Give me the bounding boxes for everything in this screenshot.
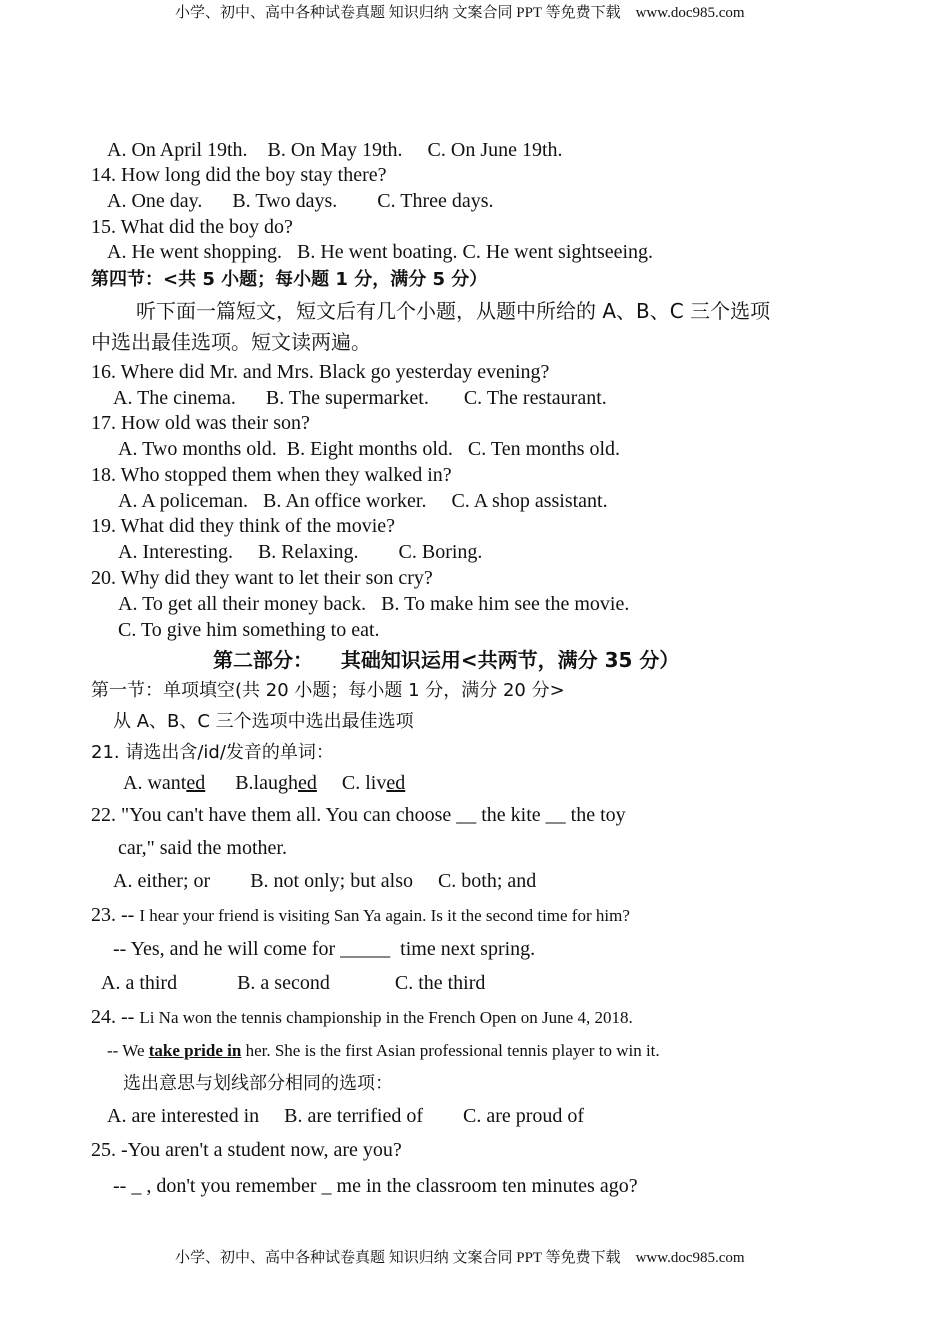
q24-answer-end: her. She is the first Asian professional tennis player to win it.: [241, 1041, 660, 1060]
q24-number: 24. --: [91, 1006, 140, 1028]
q21-option-c: C. liv: [316, 772, 387, 794]
q14-options: A. One day. B. Two days. C. Three days.: [107, 190, 494, 212]
q24-instruction: 选出意思与划线部分相同的选项：: [123, 1073, 393, 1094]
q22-question: 22. "You can't have them all. You can choose __ the kite __ the toy: [91, 804, 626, 826]
q17-options: A. Two months old. B. Eight months old. C. Ten months old.: [118, 438, 621, 460]
q24-answer: [107, 1039, 660, 1063]
q18-question: 18. Who stopped them when they walked in?: [91, 464, 452, 486]
q17-question: 17. How old was their son?: [91, 412, 310, 434]
q19-options: A. Interesting. B. Relaxing. C. Boring.: [118, 541, 483, 563]
section4-instruction: 听下面一篇短文，短文后有几个小题，从题中所给的 A、B、C 三个选项: [136, 299, 771, 323]
section4-title: 第四节：<共 5 小题；每小题 1 分，满分 5 分）: [91, 269, 488, 290]
q21-option-b: B.laugh: [205, 772, 298, 794]
q24-underlined-phrase: take pride in: [148, 1041, 242, 1060]
q20-options: A. To get all their money back. B. To make him see the movie.: [118, 593, 630, 615]
q25-question: 25. -You aren't a student now, are you?: [91, 1139, 402, 1161]
q19-question: 19. What did they think of the movie?: [91, 515, 396, 537]
q21-option-a: A. want: [123, 772, 187, 794]
part2-title: 第二部分： 其础知识运用<共两节，满分 35 分）: [213, 648, 680, 672]
q21-option-b-underline: ed: [298, 772, 317, 794]
q22-options: A. either; or B. not only; but also C. both; and: [113, 870, 537, 892]
q23-answer: -- Yes, and he will come for _____ time next spring.: [113, 938, 536, 960]
q21-option-c-underline: ed: [386, 772, 406, 794]
q21-question: 21. 请选出含/id/发音的单词：: [91, 742, 334, 763]
part2-instruction: 从 A、B、C 三个选项中选出最佳选项: [113, 711, 414, 732]
q21-option-a-underline: ed: [186, 772, 206, 794]
part2-section1-title: 第一节：单项填空(共 20 小题；每小题 1 分，满分 20 分>: [91, 680, 565, 701]
q15-options: A. He went shopping. B. He went boating. C. He went sightseeing.: [107, 241, 654, 263]
q24-question: [91, 1005, 633, 1029]
q20-options-cont: C. To give him something to eat.: [118, 619, 380, 641]
q25-answer: -- _ , don't you remember _ me in the classroom ten minutes ago?: [113, 1175, 638, 1197]
q16-options: A. The cinema. B. The supermarket. C. The restaurant.: [113, 387, 607, 409]
section4-instruction-cont: 中选出最佳选项。短文读两遍。: [91, 330, 371, 354]
q21-options: [123, 771, 405, 795]
q23-options: A. a third B. a second C. the third: [101, 972, 486, 994]
q15-question: 15. What did the boy do?: [91, 216, 293, 238]
q16-question: 16. Where did Mr. and Mrs. Black go yesterday evening?: [91, 361, 550, 383]
q24-options: A. are interested in B. are terrified of C. are proud of: [107, 1105, 585, 1127]
q24-answer-start: -- We: [107, 1041, 149, 1060]
q20-question: 20. Why did they want to let their son cry?: [91, 567, 433, 589]
q23-question: [91, 903, 630, 927]
q24-text: Li Na won the tennis championship in the French Open on June 4, 2018.: [139, 1008, 633, 1027]
page-header: 小学、初中、高中各种试卷真题 知识归纳 文案合同 PPT 等免费下载 www.doc985.com: [175, 5, 745, 21]
q22-question-cont: car," said the mother.: [118, 837, 287, 859]
q23-number: 23. --: [91, 904, 140, 926]
q23-text: I hear your friend is visiting San Ya again. Is it the second time for him?: [139, 906, 630, 925]
q14-question: 14. How long did the boy stay there?: [91, 164, 387, 186]
q13-options: A. On April 19th. B. On May 19th. C. On June 19th.: [107, 139, 563, 161]
q18-options: A. A policeman. B. An office worker. C. A shop assistant.: [118, 490, 608, 512]
page-footer: 小学、初中、高中各种试卷真题 知识归纳 文案合同 PPT 等免费下载 www.doc985.com: [175, 1250, 745, 1266]
